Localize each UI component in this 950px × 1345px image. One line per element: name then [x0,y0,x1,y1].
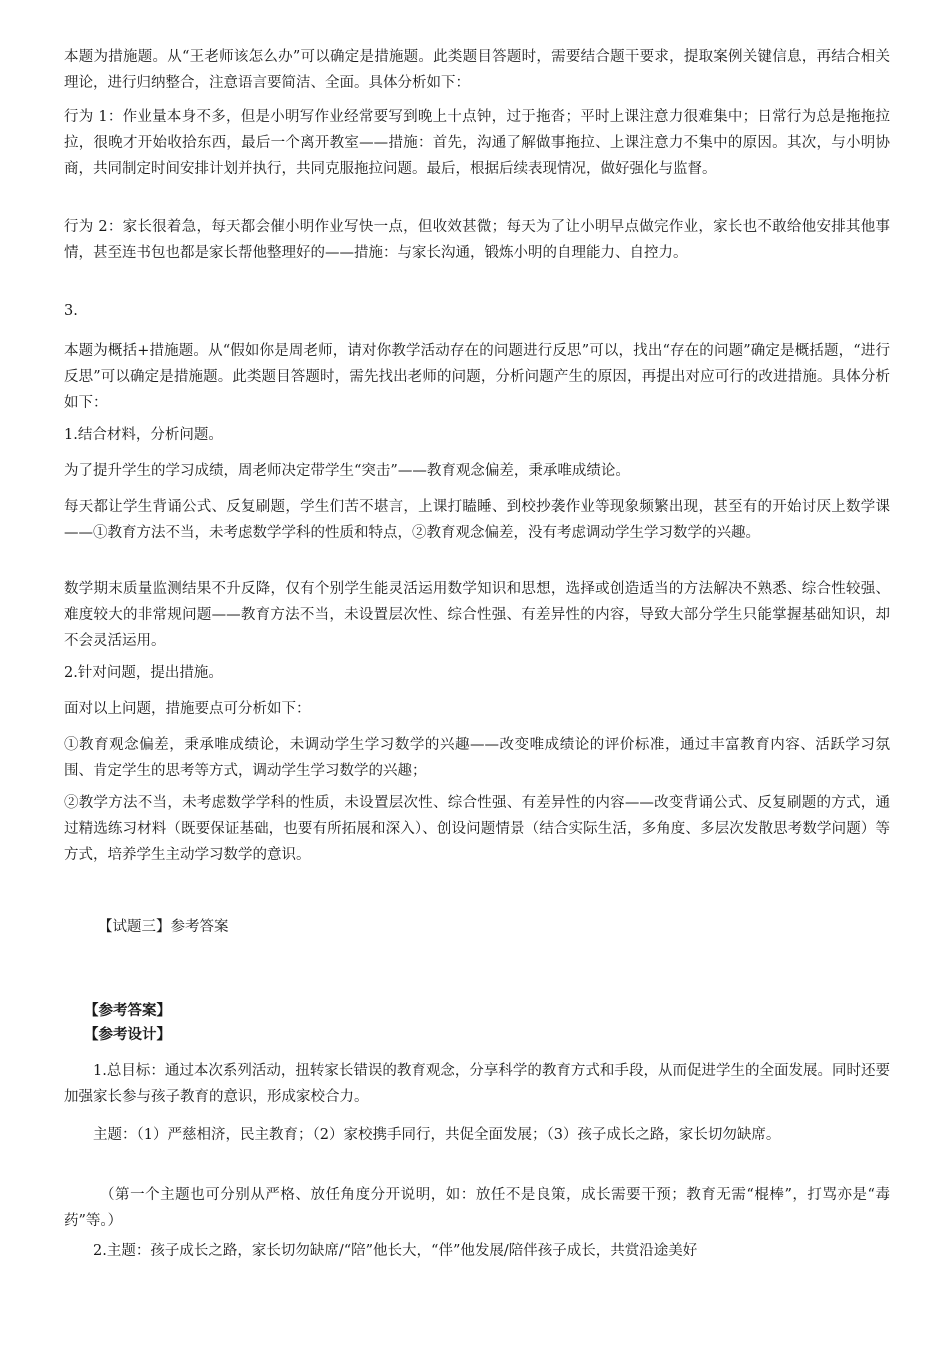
section-title-question-three: 【试题三】参考答案 [98,919,229,935]
paragraph-problem-2: 每天都让学生背诵公式、反复刷题，学生们苦不堪言，上课打瞌睡、到校抄袭作业等现象频繁出现，甚至有的开始讨厌上数学课——①教育方法不当，未考虑数学学科的性质和特点，②教育观念偏差，没有考虑调动学生学习数学的兴趣。 [64,499,890,541]
section-heading-analysis: 1.结合材料，分析问题。 [64,427,223,443]
paragraph-problem-3: 数学期末质量监测结果不升反降，仅有个别学生能灵活运用数学知识和思想，选择或创造适当的方法解决不熟悉、综合性较强、难度较大的非常规问题——教育方法不当，未设置层次性、综合性强、有差异性的内容，导致大部分学生只能掌握基础知识，却不会灵活运用。 [64,581,890,649]
paragraph-theme-note: （第一个主题也可分别从严格、放任角度分开说明，如：放任不是良策，成长需要干预；教育无需“棍棒”，打骂亦是“毒药”等。） [64,1187,890,1229]
paragraph-themes: 主题：（1）严慈相济，民主教育；（2）家校携手同行，共促全面发展；（3）孩子成长之路，家长切勿缺席。 [93,1127,781,1143]
section-heading-measures: 2.针对问题，提出措施。 [64,665,223,681]
paragraph-measure-1: ①教育观念偏差，秉承唯成绩论，未调动学生学习数学的兴趣——改变唯成绩论的评价标准，通过丰富教育内容、活跃学习氛围、肯定学生的思考等方式，调动学生学习数学的兴趣； [64,737,890,779]
paragraph-problem-1: 为了提升学生的学习成绩，周老师决定带学生“突击”——教育观念偏差，秉承唯成绩论。 [64,463,630,479]
question-number: 3. [64,303,78,319]
paragraph-measures-intro: 面对以上问题，措施要点可分析如下： [64,701,311,717]
heading-reference-design: 【参考设计】 [84,1026,171,1043]
paragraph-behavior-2: 行为 2：家长很着急，每天都会催小明作业写快一点，但收效甚微；每天为了让小明早点做完作业，家长也不敢给他安排其他事情，甚至连书包也都是家长帮他整理好的——措施：与家长沟通，锻炼小明的自理能力、自控力。 [64,219,890,261]
paragraph-intro-summary: 本题为概括+措施题。从“假如你是周老师，请对你教学活动存在的问题进行反思”可以，找出“存在的问题”确定是概括题，“进行反思”可以确定是措施题。此类题目答题时，需先找出老师的问题，分析问题产生的原因，再提出对应可行的改进措施。具体分析如下： [64,343,890,411]
paragraph-measure-2: ②教学方法不当，未考虑数学学科的性质，未设置层次性、综合性强、有差异性的内容——改变背诵公式、反复刷题的方式，通过精选练习材料（既要保证基础，也要有所拓展和深入）、创设问题情景（结合实际生活，多角度、多层次发散思考数学问题）等方式，培养学生主动学习数学的意识。 [64,795,890,863]
paragraph-overall-goal: 1.总目标：通过本次系列活动，扭转家长错误的教育观念，分享科学的教育方式和手段，从而促进学生的全面发展。同时还要加强家长参与孩子教育的意识，形成家校合力。 [64,1063,890,1105]
heading-reference-answer: 【参考答案】 [84,1002,171,1019]
paragraph-intro-measures: 本题为措施题。从“王老师该怎么办”可以确定是措施题。此类题目答题时，需要结合题干要求，提取案例关键信息，再结合相关理论，进行归纳整合，注意语言要简洁、全面。具体分析如下： [64,49,890,91]
paragraph-theme-2: 2.主题：孩子成长之路，家长切勿缺席/“陪”他长大，“伴”他发展/陪伴孩子成长，共赏沿途美好 [93,1243,698,1259]
paragraph-behavior-1: 行为 1：作业量本身不多，但是小明写作业经常要写到晚上十点钟，过于拖沓；平时上课注意力很难集中；日常行为总是拖拖拉拉，很晚才开始收拾东西，最后一个离开教室——措施：首先，沟通了解做事拖拉、上课注意力不集中的原因。其次，与小明协商，共同制定时间安排计划并执行，共同克服拖拉问题。最后，根据后续表现情况，做好强化与监督。 [64,109,890,177]
